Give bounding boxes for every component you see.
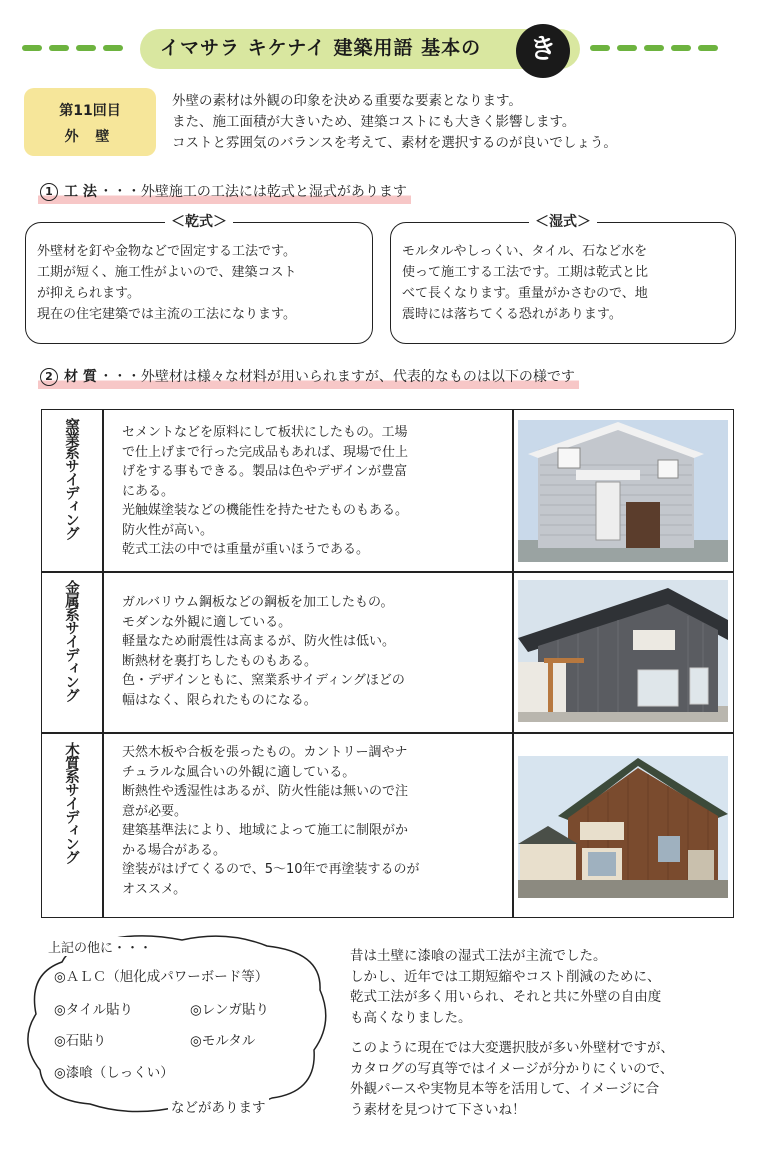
others-item: ◎タイル貼り [54, 1002, 134, 1018]
ceramic-siding-house-photo [518, 420, 728, 562]
porch-canopy [576, 470, 640, 480]
closing-line: 昔は土壁に漆喰の湿式工法が主流でした。 [350, 948, 607, 964]
episode-number: 第11回目 [59, 103, 121, 119]
house-window [690, 668, 708, 704]
section-2-heading [38, 367, 579, 389]
intro-line: コストと雰囲気のバランスを考えて、素材を選択するのが良いでしょう。 [172, 135, 617, 151]
material-line: 天然木板や合板を張ったもの。カントリー調やナ [122, 745, 408, 760]
material-line: 光触媒塗装などの機能性を持たせたものもある。 [122, 503, 409, 518]
others-item: ◎レンガ貼り [190, 1002, 269, 1018]
intro-line: また、施工面積が大きいため、建築コストにも大きく影響します。 [172, 114, 576, 130]
closing-line: う素材を見つけて下さいね！ [350, 1101, 526, 1118]
material-line: 意が必要。 [122, 803, 188, 819]
section-1-desc: ・・・外壁施工の工法には乾式と湿式があります [98, 184, 407, 200]
episode-label [24, 88, 156, 156]
side-wing-wall [520, 844, 576, 880]
wood-beam [544, 658, 584, 663]
material-line: オススメ。 [122, 881, 187, 897]
materials-table [41, 409, 734, 918]
paragraph-spacer [350, 1028, 674, 1038]
balcony [580, 822, 624, 840]
material-line: 塗装がはげてくるので、5～10年で再塗装するのが [122, 862, 420, 877]
intro-line: 外壁の素材は外観の印象を決める重要な要素となります。 [172, 93, 522, 109]
table-divider [42, 732, 733, 734]
photo-ground [518, 880, 728, 898]
material-line: げをする事もできる。製品は色やデザインが豊富 [122, 464, 408, 479]
entrance-porch [688, 850, 714, 880]
material-line: 断熱性や透湿性はあるが、防火性能は無いので注 [122, 784, 409, 799]
closing-line: も高くなりました。 [350, 1009, 472, 1026]
closing-line: 乾式工法が多く用いられ、それと共に外壁の自由度 [350, 989, 662, 1005]
material-line: 軽量なため耐震性は高まるが、防火性は低い。 [122, 634, 396, 649]
others-item: ◎ＡＬＣ（旭化成パワーボード等） [54, 969, 269, 985]
metal-siding-house-photo [518, 580, 728, 722]
others-item: ◎漆喰（しっくい） [54, 1065, 174, 1081]
material-name-wood: 木質系サイディング [63, 742, 79, 864]
kiso-badge: き [516, 24, 570, 78]
others-heading: 上記の他に・・・ [46, 937, 154, 956]
material-line: 断熱材を裏打ちしたものもある。 [122, 653, 318, 669]
material-line: 建築基準法により、地域によって施工に制限がか [122, 823, 409, 838]
others-item: ◎石貼り [54, 1033, 107, 1049]
material-desc-wood [122, 743, 420, 899]
section-1-number: 1 [40, 183, 58, 201]
dry-method-line: が抑えられます。 [37, 286, 140, 301]
house-window [558, 448, 580, 468]
dry-method-text [37, 241, 296, 325]
balcony [633, 630, 675, 650]
wet-method-line: べて長くなります。重量がかさむので、地 [402, 286, 648, 301]
others-cloud-bubble [22, 932, 334, 1122]
section-2-title: 材 質 [64, 369, 97, 385]
wood-siding-house-photo [518, 756, 728, 898]
house-window [638, 670, 678, 706]
material-name-metal: 金属系サイディング [63, 580, 79, 702]
header-dash-line-left [22, 45, 130, 51]
section-1-heading [38, 182, 411, 204]
material-line: モダンな外観に適している。 [122, 614, 292, 630]
wooden-fence [626, 502, 660, 548]
section-1-title: 工 法 [64, 184, 97, 200]
wet-method-text [402, 241, 648, 325]
closing-line: このように現在では大変選択肢が多い外壁材ですが、 [350, 1040, 674, 1056]
section-2-desc: ・・・外壁材は様々な材料が用いられますが、代表的なものは以下の様です [98, 369, 575, 385]
wet-method-title: ＜湿式＞ [529, 213, 597, 231]
episode-topic: 外 壁 [64, 129, 116, 145]
material-line: かる場合がある。 [122, 842, 227, 858]
material-line: チュラルな風合いの外観に適している。 [122, 764, 356, 780]
dry-method-line: 外壁材を釘や金物などで固定する工法です。 [37, 244, 296, 259]
wet-method-line: 使って施工する工法です。工期は乾式と比 [402, 265, 648, 280]
material-name-ceramic: 窯業系サイディング [63, 418, 79, 540]
intro-text [172, 91, 617, 154]
material-line: にある。 [122, 483, 175, 499]
closing-line: カタログの写真等ではイメージが分かりにくいので、 [350, 1060, 674, 1077]
closing-line: 外観パースや実物見本等を活用して、イメージに合 [350, 1081, 660, 1097]
material-line: ガルバリウム鋼板などの鋼板を加工したもの。 [122, 595, 394, 610]
house-door [596, 482, 620, 540]
dry-method-line: 工期が短く、施工性がよいので、建築コスト [37, 265, 297, 280]
cloud-outline [28, 936, 326, 1112]
wood-post [548, 658, 553, 712]
house-window [658, 460, 678, 478]
house-window [588, 852, 616, 876]
material-desc-ceramic [122, 423, 408, 560]
table-divider [512, 410, 514, 917]
closing-text [350, 946, 674, 1120]
material-line: 防火性が高い。 [122, 522, 214, 538]
closing-line: しかし、近年では工期短縮やコスト削減のために、 [350, 968, 661, 985]
wet-method-line: 震時には落ちてくる恐れがあります。 [402, 307, 622, 322]
house-entrance-wall [518, 662, 566, 712]
material-desc-metal [122, 593, 405, 710]
series-title: イマサラ キケナイ 建築用語 基本の [160, 37, 482, 59]
section-2-number: 2 [40, 368, 58, 386]
material-line: 乾式工法の中では重量が重いほうである。 [122, 542, 370, 557]
dry-method-line: 現在の住宅建築では主流の工法になります。 [37, 307, 296, 322]
header-dash-line-right [590, 45, 725, 51]
material-line: で仕上げまで行った完成品もあれば、現場で仕上 [122, 444, 409, 460]
material-line: 幅はなく、限られたものになる。 [122, 692, 317, 708]
wet-method-line: モルタルやしっくい、タイル、石など水を [402, 244, 648, 259]
material-line: 色・デザインともに、窯業系サイディングほどの [122, 673, 405, 688]
others-item: ◎モルタル [190, 1033, 256, 1049]
house-window [658, 836, 680, 862]
others-footer: などがあります [168, 1096, 269, 1116]
table-divider [102, 410, 104, 917]
material-line: セメントなどを原料にして板状にしたもの。工場 [122, 425, 408, 440]
dry-method-title: ＜乾式＞ [165, 213, 233, 231]
table-divider [42, 571, 733, 573]
